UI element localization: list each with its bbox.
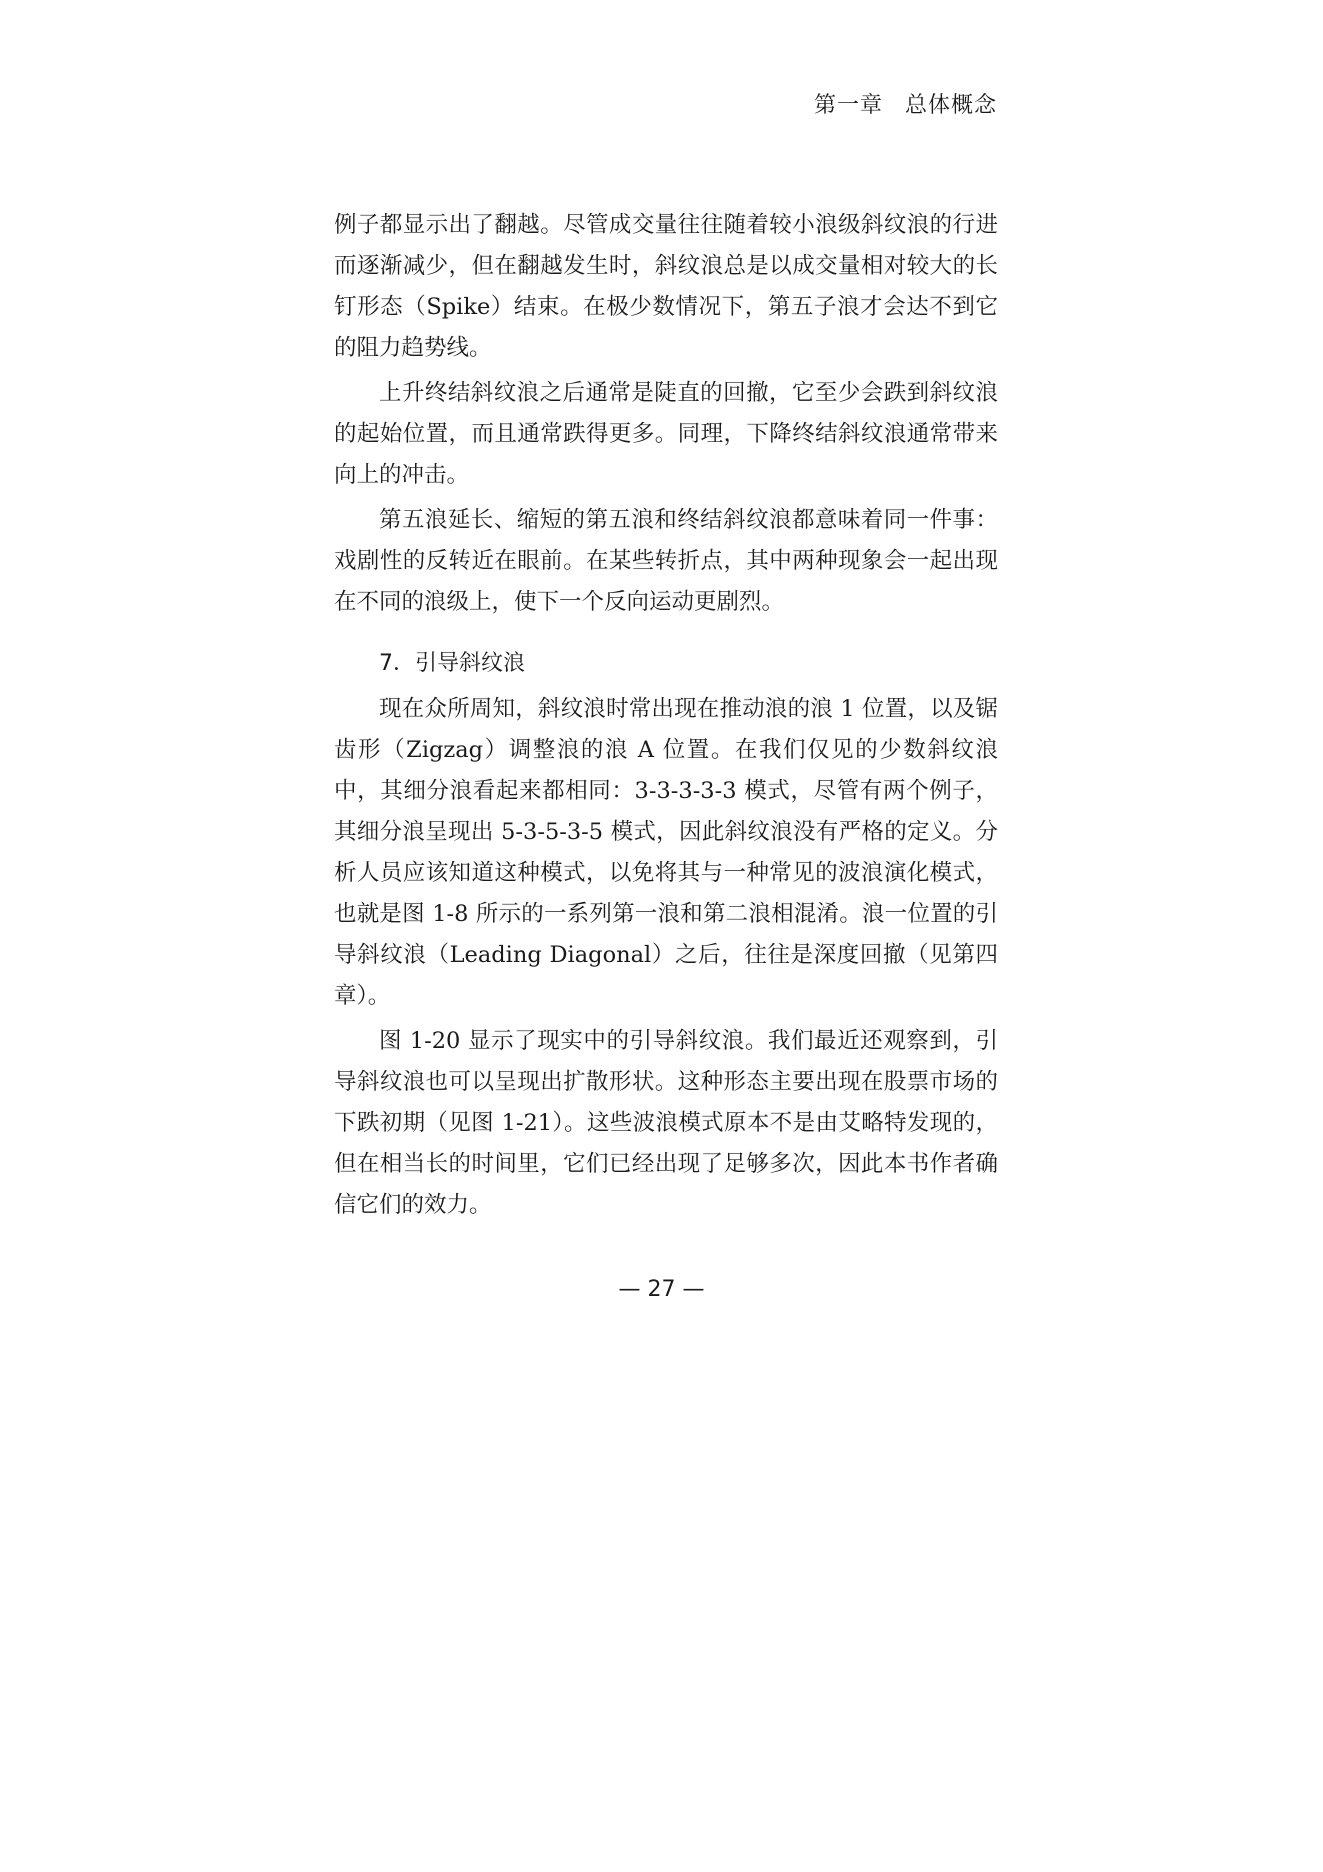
paragraph-4: 现在众所周知，斜纹浪时常出现在推动浪的浪 1 位置，以及锯齿形（Zigzag）调整浪的浪 A 位置。在我们仅见的少数斜纹浪中，其细分浪看起来都相同：3-3-3-3-3 模式，尽管有两个例子，其细分浪呈现出 5-3-5-3-5 模式，因此斜纹浪没有严格的定义。分析人员应该知道这种模式，以免将其与一种常见的波浪演化模式，也就是图 1-8 所示的一系列第一浪和第二浪相混淆。浪一位置的引导斜纹浪（Leading Diagonal）之后，往往是深度回撤（见第四章）。 (334, 696, 998, 1009)
body-text (334, 205, 998, 1230)
chapter-number: 第一章 (813, 93, 883, 118)
chapter-title: 总体概念 (904, 93, 997, 118)
emphasis-two-kinds: 两种 (792, 548, 839, 574)
running-header (814, 88, 997, 119)
paragraph-1: 例子都显示出了翻越。尽管成交量往往随着较小浪级斜纹浪的行进而逐渐减少，但在翻越发生时，斜纹浪总是以成交量相对较大的长钉形态（Spike）结束。在极少数情况下，第五子浪才会达不到它的阻力趋势线。 (334, 212, 998, 361)
paragraph-5-part-a: 图 1-20 显示了现实中的引导斜纹浪。我们最近还观察到，引导斜纹浪也可以呈现出扩散形状。这种形态主要出现在股票市场的 (334, 1028, 998, 1095)
paragraph-5-part-b: 初期（见图 1-21）。这些波浪模式原本不是由艾略特发现的，但在相当长的时间里，它们已经出现了足够多次，因此本书作者确信它们的效力。 (334, 1110, 998, 1218)
emphasis-decline: 下跌 (334, 1110, 380, 1136)
paragraph-5 (334, 1021, 998, 1226)
paragraph-3 (334, 500, 998, 623)
paragraph-3-part-a: 第五浪延长、缩短的第五浪和终结斜纹浪都意味着同一件事： (379, 507, 998, 533)
section-heading: 7．引导斜纹浪 (379, 651, 525, 676)
emphasis-dramatic-reversal: 戏剧性的反转近在眼前 (334, 548, 564, 574)
page-number: — 27 — (618, 1277, 705, 1302)
paragraph-3-part-b: 。在某些转折点，其中 (563, 548, 793, 574)
paragraph-2: 上升终结斜纹浪之后通常是陡直的回撤，它至少会跌到斜纹浪的起始位置，而且通常跌得更多。同理，下降终结斜纹浪通常带来向上的冲击。 (334, 380, 998, 488)
paragraph-3-part-c: 现象会一起出现在不同的浪级上，使下一个反向运动更剧烈。 (334, 548, 998, 615)
